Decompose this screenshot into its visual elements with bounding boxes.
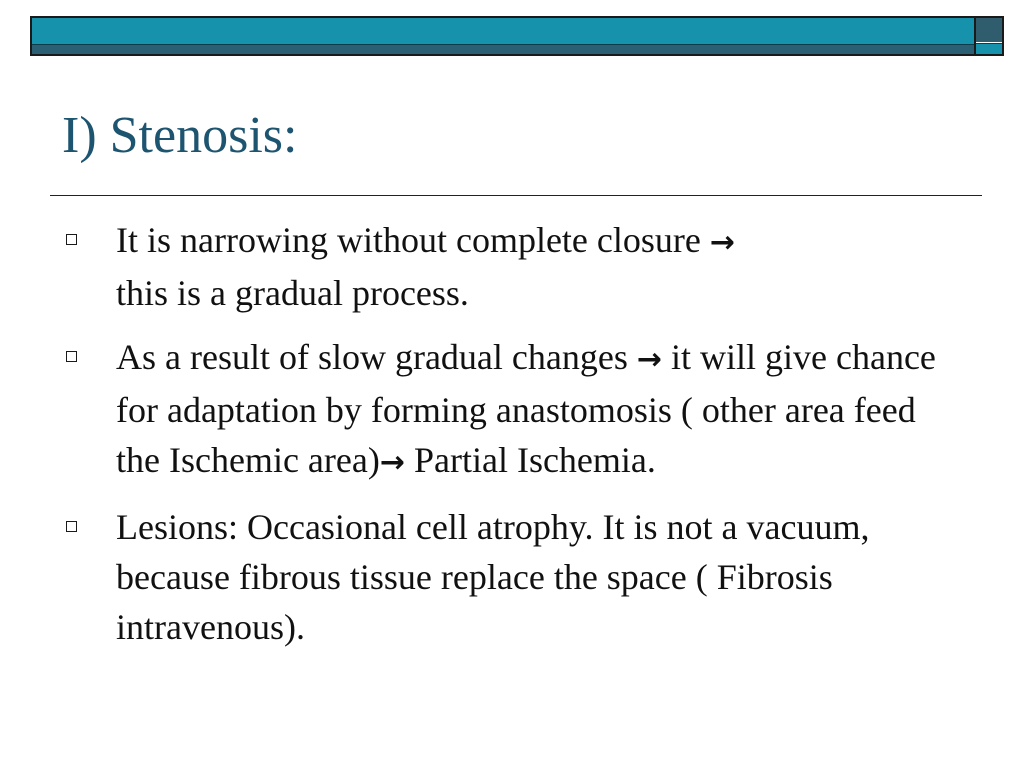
bullet-text: Partial Ischemia. (404, 440, 656, 480)
header-decoration-bar (30, 16, 976, 56)
bullet-text: Lesions: Occasional cell atrophy. It is not a vacuum, because fibrous tissue replace the space ( Fibrosis intravenous). (116, 507, 870, 647)
square-bullet-icon (66, 521, 77, 532)
right-arrow-icon: → (636, 342, 662, 377)
square-bullet-icon (66, 351, 77, 362)
bullet-item (60, 215, 960, 318)
bullet-item (60, 332, 960, 488)
bullet-list (60, 215, 960, 666)
corner-block-bottom (976, 43, 1002, 56)
title-divider (50, 195, 982, 196)
header-corner-block (976, 16, 1004, 56)
bullet-text: As a result of slow gradual changes (116, 337, 637, 377)
bullet-text: this is a gradual process. (116, 273, 469, 313)
bullet-item (60, 502, 960, 652)
bullet-text: It is narrowing without complete closure (116, 220, 710, 260)
slide-title: I) Stenosis: (62, 107, 298, 164)
right-arrow-icon: → (709, 225, 735, 260)
square-bullet-icon (66, 234, 77, 245)
header-band-light (32, 18, 974, 44)
corner-block-top (976, 18, 1002, 42)
bullet-text: it will give chance for adaptation by forming anastomosis ( other area feed the Ischemic area) (116, 337, 936, 480)
right-arrow-icon: → (379, 445, 405, 480)
header-band-dark (32, 44, 974, 56)
